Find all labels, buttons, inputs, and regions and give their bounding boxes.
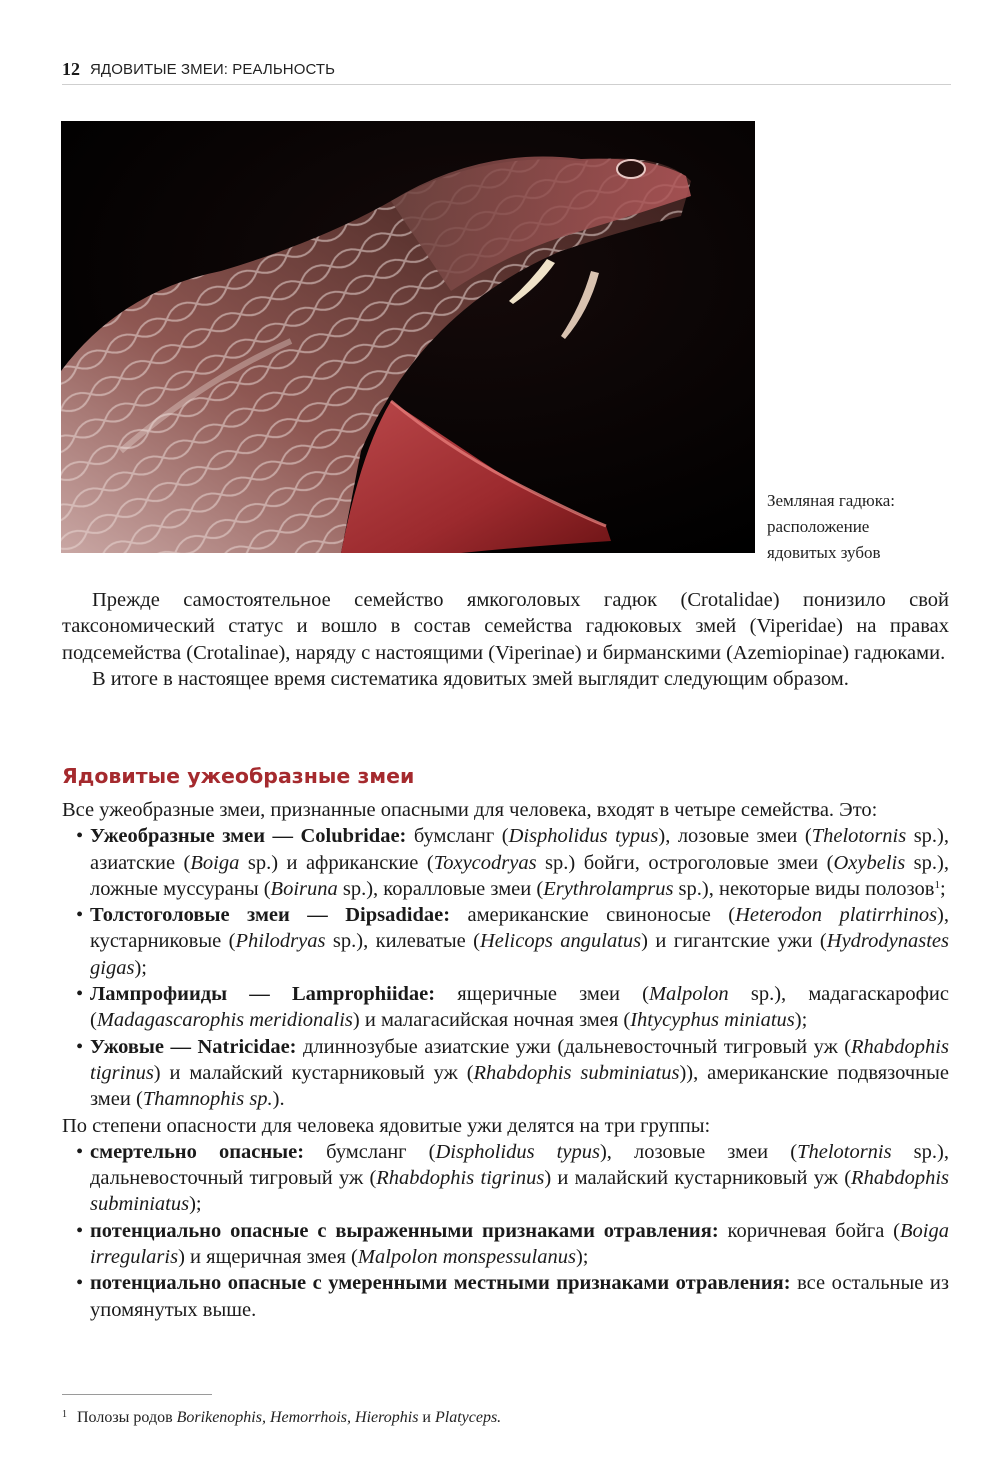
species-name: Malpolon monspessulanus — [357, 1246, 576, 1269]
item-term: Ужовые — Natricidae: — [90, 1035, 297, 1058]
page-number: 12 — [62, 59, 80, 79]
species-name: Thamnophis sp. — [142, 1088, 273, 1111]
species-name: Dispholidus typus — [508, 825, 659, 848]
item-term: смертельно опасные: — [90, 1140, 305, 1163]
species-name: Boiga irregularis — [90, 1219, 949, 1269]
snake-photo — [61, 121, 755, 553]
family-list-item: • Ужеобразные змеи — Colubridae: бумсланг (Dispholidus typus), лозовые змеи (Thelotornis sp.), азиатские (Boiga sp.) и африканские (Toxycodryas sp.) бойги, остроголовые змеи (Oxybelis sp.), ложные муссураны (Boiruna sp.), коралловые змеи (Erythrolamprus sp.), некоторые виды полозов$^1$; — [76, 825, 950, 900]
section-body — [62, 797, 949, 1323]
danger-group-item: • потенциально опасные с выраженными признаками отравления: коричневая бойга (Boiga irregularis) и ящеричная змея (Malpolon monspessulanus); — [76, 1219, 949, 1269]
section-heading: Ядовитые ужеобразные змеи — [62, 764, 415, 788]
families-list — [62, 823, 949, 1112]
paragraph: По степени опасности для человека ядовитые ужи делятся на три группы: — [62, 1114, 711, 1137]
species-name: Rhabdophis tigrinus — [376, 1167, 545, 1190]
species-name: Malpolon — [648, 983, 729, 1006]
caption-line: расположение — [767, 517, 870, 536]
caption-line: Земляная гадюка: — [767, 491, 895, 510]
footnote-mark: 1 — [62, 1409, 67, 1420]
species-name: Oxybelis — [833, 851, 906, 874]
bullet-marker: • — [76, 904, 84, 927]
species-name: Hydrodynastes gigas — [90, 930, 949, 979]
item-term: потенциально опасные с умеренными местными признаками отравления: — [90, 1272, 791, 1295]
danger-group-item: • смертельно опасные: бумсланг (Dispholidus typus), лозовые змеи (Thelotornis sp.), дальневосточный тигровый уж (Rhabdophis tigrinus) и малайский кустарниковый уж (Rhabdophis subminiatus); — [76, 1140, 949, 1216]
danger-groups-list — [62, 1139, 949, 1323]
species-name: Platyceps. — [434, 1409, 502, 1426]
family-list-item: • Лампрофииды — Lamprophiidae: ящеричные змеи (Malpolon sp.), мадагаскарофис (Madagascarophis meridionalis) и малагасийская ночная змея (Ihtycyphus miniatus); — [76, 983, 949, 1032]
bullet-marker: • — [76, 1272, 84, 1295]
footnote-ref: 1 — [934, 878, 940, 891]
species-name: Rhabdophis tigrinus — [90, 1035, 949, 1084]
bullet-marker: • — [76, 825, 84, 848]
item-term: потенциально опасные с выраженными признаками отравления: — [90, 1219, 719, 1242]
species-name: Dispholidus typus — [435, 1140, 600, 1163]
bullet-marker: • — [76, 1035, 84, 1058]
species-name: Ihtycyphus miniatus — [630, 1009, 795, 1032]
family-list-item: • Толстоголовые змеи — Dipsadidae: американские свиноносые (Heterodon platirrhinos), кустарниковые (Philodryas sp.), килеватые (Helicops angulatus) и гигантские ужи (Hydrodynastes gigas); — [76, 904, 949, 979]
species-name: Philodryas — [235, 930, 326, 953]
bullet-marker: • — [76, 1140, 84, 1163]
species-name: Thelotornis — [797, 1140, 892, 1163]
species-name: Rhabdophis subminiatus — [90, 1167, 949, 1216]
species-name: Heterodon platirrhinos — [735, 904, 938, 927]
footnote-divider — [62, 1394, 212, 1395]
running-header — [62, 58, 951, 85]
species-name: Rhabdophis subminiatus — [473, 1061, 680, 1084]
paragraph: В итоге в настоящее время систематика ядовитых змей выглядит следующим образом. — [92, 667, 849, 690]
species-name: Boiga — [190, 851, 240, 874]
figure-caption — [767, 488, 967, 566]
paragraph: Все ужеобразные змеи, признанные опасными для человека, входят в четыре семейства. Это: — [62, 799, 878, 821]
species-name: Helicops angulatus — [479, 930, 642, 953]
item-term: Ужеобразные змеи — Colubridae: — [90, 825, 407, 848]
item-term: Лампрофииды — Lamprophiidae: — [90, 983, 436, 1006]
intro-text — [62, 587, 949, 692]
species-name: Erythrolamprus — [543, 877, 674, 900]
species-name: Boiruna — [270, 877, 338, 900]
species-name: Borikenophis, Hemorrhois, Hierophis — [176, 1409, 419, 1426]
species-name: Toxycodryas — [433, 851, 537, 874]
paragraph: Прежде самостоятельное семейство ямкоголовых гадюк (Crotalidae) понизило свой таксономический статус и вошло в состав семейства гадюковых змей (Viperidae) на правах подсемейства (Crotalinae), наряду с настоящими (Viperinae) и бирманскими (Azemiopinae) гадюками. — [62, 589, 949, 664]
bullet-marker: • — [76, 983, 84, 1006]
bullet-marker: • — [76, 1219, 84, 1242]
running-title: ЯДОВИТЫЕ ЗМЕИ: РЕАЛЬНОСТЬ — [90, 61, 336, 78]
caption-line: ядовитых зубов — [767, 543, 881, 562]
item-term: Толстоголовые змеи — Dipsadidae: — [90, 904, 451, 927]
species-name: Madagascarophis meridionalis — [96, 1009, 353, 1032]
footnote: $^1$ Полозы родов Borikenophis, Hemorrhois, Hierophis и Platyceps. — [62, 1409, 502, 1426]
species-name: Thelotornis — [811, 825, 907, 848]
family-list-item: • Ужовые — Natricidae: длиннозубые азиатские ужи (дальневосточный тигровый уж (Rhabdophis tigrinus) и малайский кустарниковый уж (Rhabdophis subminiatus)), американские подвязочные змеи (Thamnophis sp.). — [76, 1035, 950, 1111]
danger-group-item: • потенциально опасные с умеренными местными признаками отравления: все остальные из упомянутых выше. — [76, 1272, 949, 1321]
